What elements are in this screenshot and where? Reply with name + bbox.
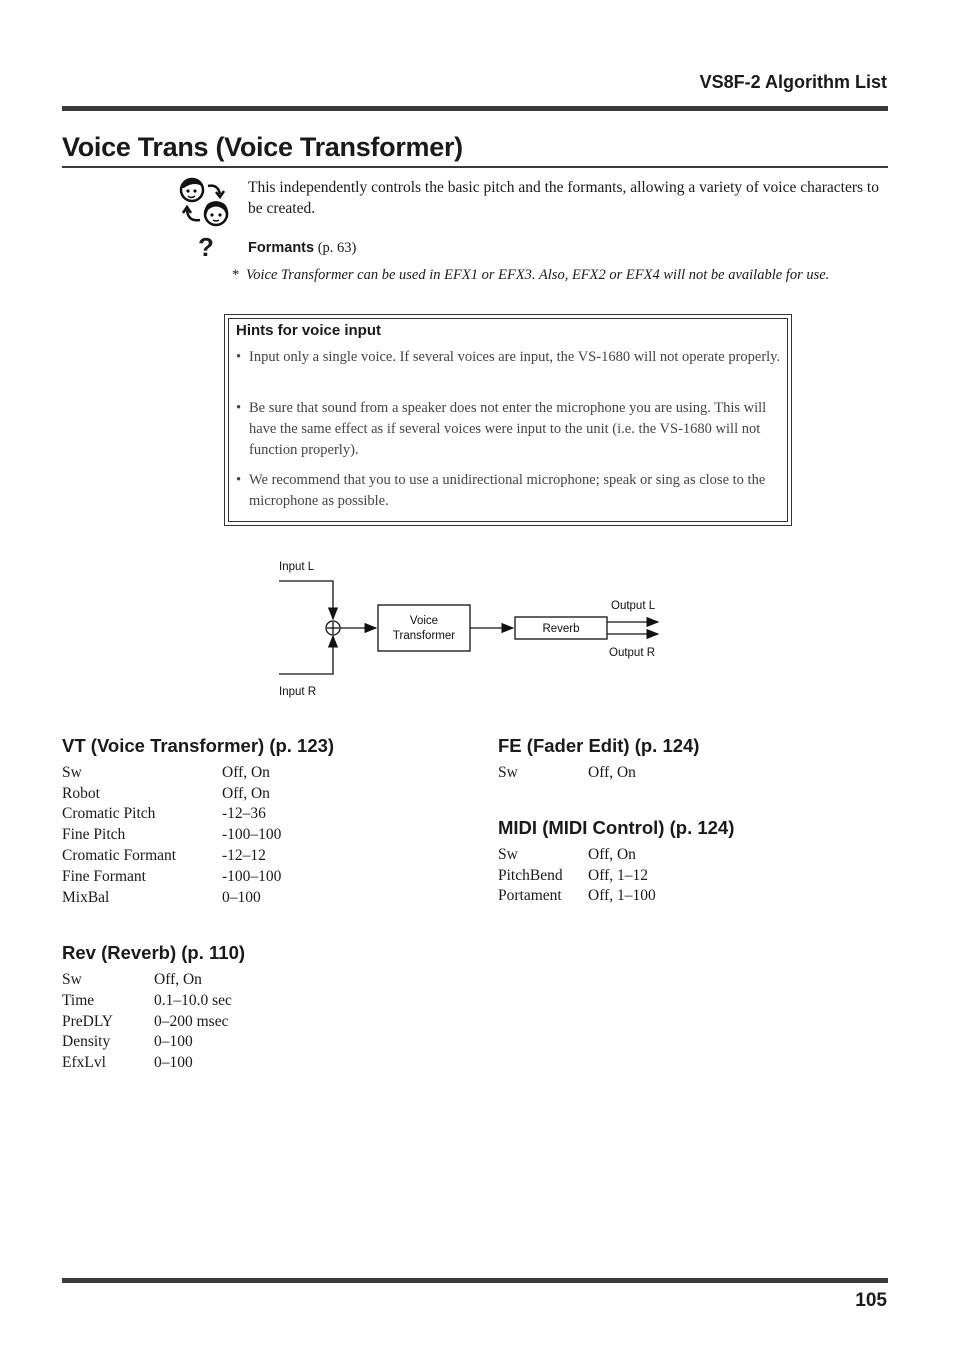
running-header: VS8F-2 Algorithm List [699, 72, 887, 92]
note-text: Voice Transformer can be used in EFX1 or EFX3. Also, EFX2 or EFX4 will not be available for use. [246, 267, 830, 283]
param-name: PitchBend [498, 867, 563, 884]
param-name: Sw [498, 764, 518, 781]
voice-transform-icon [178, 176, 232, 230]
section-heading-fe: FE (Fader Edit) (p. 124) [498, 735, 700, 756]
input-r-path [279, 636, 333, 674]
param-value: Off, On [222, 764, 270, 781]
param-value: 0–100 [222, 889, 261, 906]
param-table-vt [62, 763, 422, 913]
intro-text: This independently controls the basic pitch and the formants, allowing a variety of voice characters to be created. [248, 179, 879, 217]
param-value: -100–100 [222, 868, 282, 885]
hint-bullet: • [236, 400, 242, 416]
param-value: Off, On [588, 846, 636, 863]
reference-label: Formants [248, 240, 315, 256]
param-name: Time [62, 992, 95, 1009]
mixer-node [326, 621, 340, 635]
param-name: Density [62, 1033, 111, 1050]
page-number: 105 [855, 1290, 887, 1311]
hint-bullet: • [236, 349, 242, 365]
param-value: 0–200 msec [154, 1013, 229, 1030]
param-name: Portament [498, 887, 562, 904]
voice-block-line2: Transformer [392, 630, 456, 642]
param-value: Off, On [588, 764, 636, 781]
param-value: 0.1–10.0 sec [154, 992, 232, 1009]
reference-page: (p. 63) [317, 240, 357, 256]
voice-block-line1: Voice [409, 615, 439, 627]
hint-text: Be sure that sound from a speaker does not enter the microphone you are using. This will have the same effect as if several voices were input to the unit (i.e. the VS-1680 will not function properly). [249, 400, 767, 458]
header-rule [62, 106, 888, 111]
question-mark-icon: ? [198, 232, 214, 262]
param-name: Sw [62, 971, 82, 988]
param-name: Cromatic Formant [62, 847, 177, 864]
param-value: 0–100 [154, 1033, 193, 1050]
input-l-path [279, 581, 333, 619]
section-heading-rev: Rev (Reverb) (p. 110) [62, 942, 246, 963]
param-value: Off, On [222, 785, 270, 802]
param-value: Off, On [154, 971, 202, 988]
param-value: Off, 1–100 [588, 887, 656, 904]
hint-text: Input only a single voice. If several voices are input, the VS-1680 will not operate properly. [249, 349, 781, 365]
input-l-label: Input L [279, 561, 315, 573]
param-name: Robot [62, 785, 100, 802]
param-name: EfxLvl [62, 1054, 106, 1071]
voice-transformer-block [378, 605, 470, 651]
hints-title: Hints for voice input [236, 322, 382, 339]
param-value: -100–100 [222, 826, 282, 843]
param-name: Cromatic Pitch [62, 805, 156, 822]
reference-line [248, 240, 356, 257]
footer-rule [62, 1278, 888, 1283]
param-name: MixBal [62, 889, 110, 906]
note-asterisk: * [232, 267, 240, 283]
param-name: Fine Formant [62, 868, 146, 885]
param-table-fe [498, 763, 858, 787]
param-value: Off, 1–12 [588, 867, 648, 884]
output-l-label: Output L [611, 600, 656, 612]
param-name: Sw [498, 846, 518, 863]
param-table-midi [498, 845, 858, 911]
param-name: Fine Pitch [62, 826, 126, 843]
section-heading-midi: MIDI (MIDI Control) (p. 124) [498, 817, 735, 838]
signal-flow-diagram [270, 555, 680, 705]
page-title: Voice Trans (Voice Transformer) [62, 132, 463, 162]
param-name: Sw [62, 764, 82, 781]
section-heading-vt: VT (Voice Transformer) (p. 123) [62, 735, 335, 756]
hint-text: We recommend that you to use a unidirectional microphone; speak or sing as close to the microphone as possible. [249, 472, 766, 509]
param-table-rev [62, 970, 422, 1080]
param-value: -12–36 [222, 805, 266, 822]
param-value: -12–12 [222, 847, 266, 864]
param-value: 0–100 [154, 1054, 193, 1071]
reverb-label: Reverb [542, 623, 580, 635]
title-underline [62, 166, 888, 168]
output-r-label: Output R [609, 647, 656, 659]
input-r-label: Input R [279, 686, 317, 698]
param-name: PreDLY [62, 1013, 113, 1030]
hint-bullet: • [236, 472, 242, 488]
